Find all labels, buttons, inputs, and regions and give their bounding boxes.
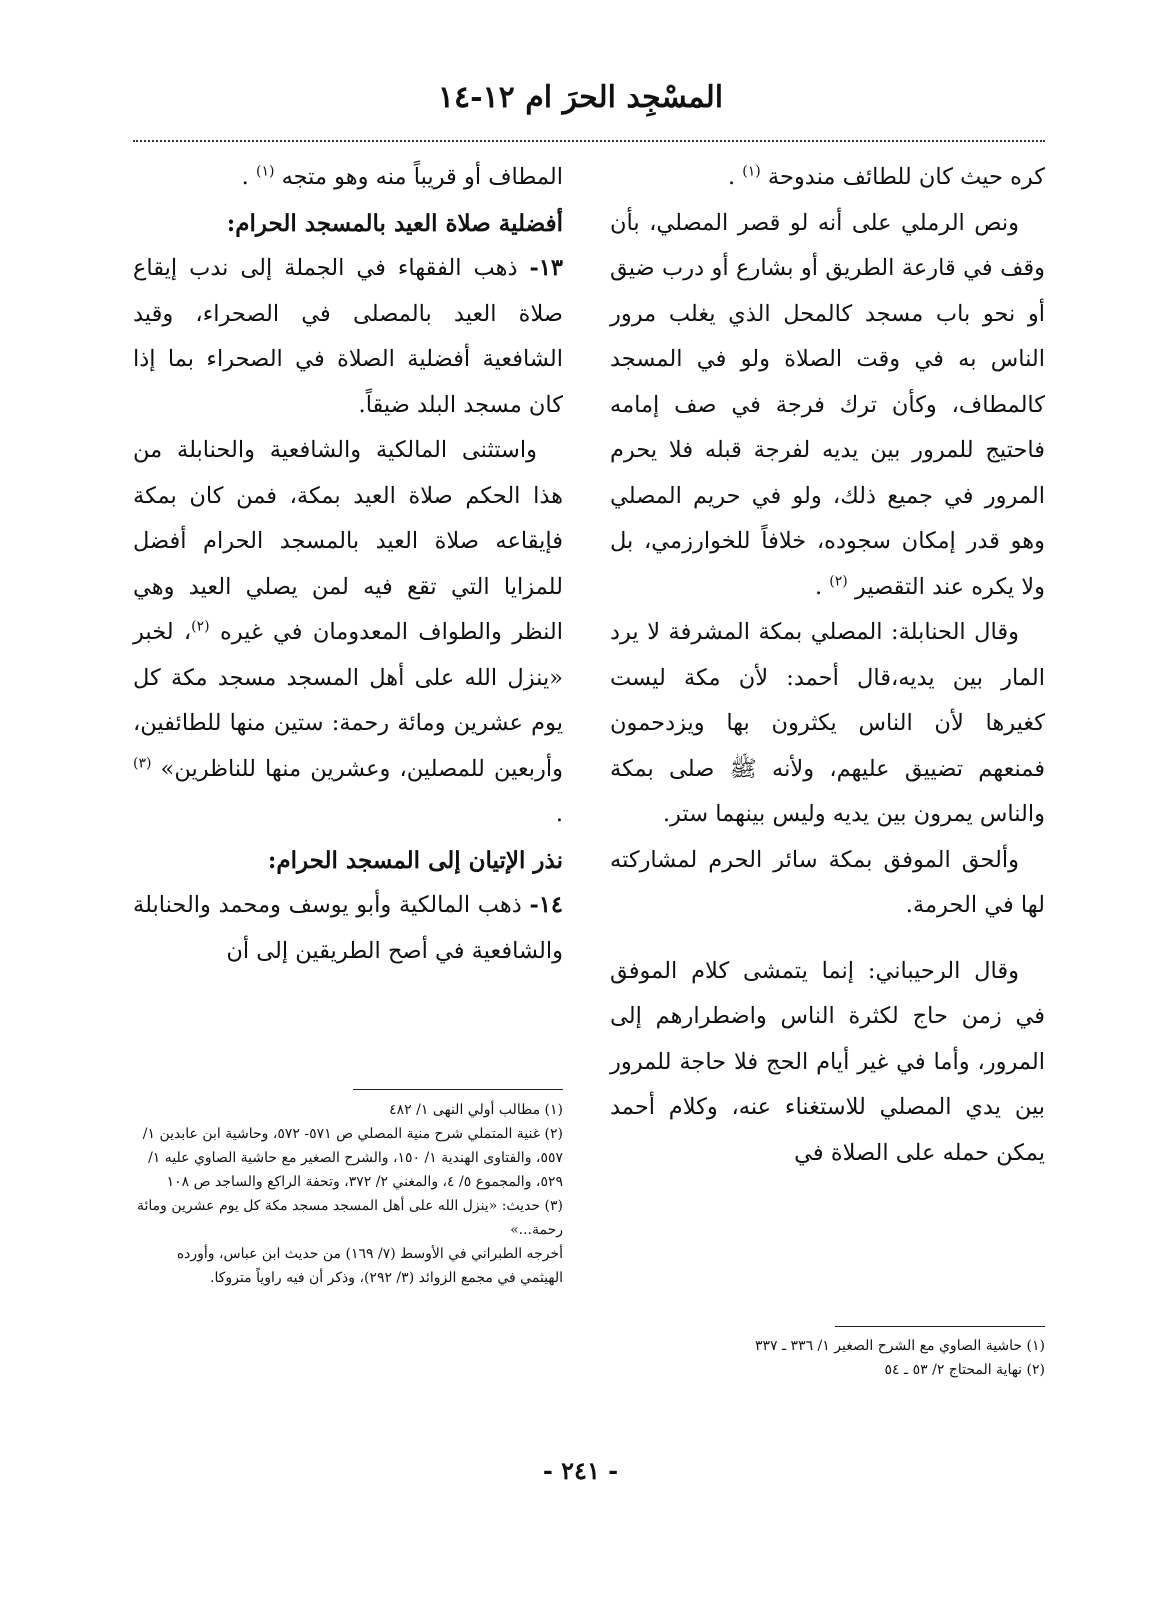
section-number: ١٤- bbox=[529, 892, 563, 918]
left-column bbox=[133, 155, 563, 974]
paragraph: المطاف أو قريباً منه وهو متجه $^{(١)}$ . bbox=[241, 163, 563, 190]
section-heading: أفضلية صلاة العيد بالمسجد الحرام: bbox=[226, 209, 563, 237]
paragraph: كره حيث كان للطائف مندوحة $^{(١)}$ . bbox=[727, 163, 1045, 190]
footnote: (١) حاشية الصاوي مع الشرح الصغير ١/ ٣٣٦ ـ ٣٣٧ bbox=[754, 1338, 1045, 1354]
paragraph: وقال الرحيباني: إنما يتمشى كلام الموفق في زمن حاج لكثرة الناس واضطرارهم إلى المرور، وأما في غير أيام الحج فلا حاجة للمرور بين يدي المصلي للاستغناء عنه، وكلام أحمد يمكن حمله على الصلاة في bbox=[610, 957, 1045, 1166]
section-heading: نذر الإتيان إلى المسجد الحرام: bbox=[267, 846, 563, 874]
spacer bbox=[610, 929, 1045, 949]
footnote-divider bbox=[835, 1326, 1045, 1327]
paragraph: ١٣- ذهب الفقهاء في الجملة إلى ندب إيقاع صلاة العيد بالمصلى في الصحراء، وقيد الشافعية أفضلية الصلاة في الصحراء بما إذا كان مسجد البلد ضيقاً. bbox=[133, 255, 563, 418]
footnote: أخرجه الطبراني في الأوسط (٧/ ١٦٩) من حديث ابن عباس، وأورده الهيثمي في مجمع الزوائد (٣/ ٢٩٢)، وذكر أن فيه راوياً متروكا. bbox=[176, 1246, 563, 1286]
right-column bbox=[610, 155, 1045, 1176]
paragraph: واستثنى المالكية والشافعية والحنابلة من هذا الحكم صلاة العيد بمكة، فمن كان بمكة فإيقاعه صلاة العيد بالمسجد الحرام أفضل للمزايا التي تقع فيه لمن يصلي العيد وهي النظر والطواف المعدومان في غيره $^{(٢)}$، لخبر «ينزل الله على أهل المسجد مسجد مكة كل يوم عشرين ومائة رحمة: ستين منها للطائفين، وأربعين للمصلين، وعشرين منها للناظرين» $^{(٣)}$ . bbox=[133, 437, 563, 827]
footnote: (٣) حديث: «ينزل الله على أهل المسجد مسجد مكة كل يوم عشرين ومائة رحمة...» bbox=[137, 1198, 563, 1238]
section-number: ١٣- bbox=[529, 255, 563, 281]
footnotes-left bbox=[130, 1098, 563, 1290]
header-divider bbox=[133, 140, 1045, 142]
footnote-ref[interactable]: (٣) bbox=[133, 755, 152, 771]
paragraph: ١٤- ذهب المالكية وأبو يوسف ومحمد والحنابلة والشافعية في أصح الطريقين إلى أن bbox=[133, 892, 563, 964]
footnote: (٢) غنية المتملي شرح منية المصلي ص ٥٧١- ٥٧٢، وحاشية ابن عابدين ١/ ٥٥٧، والفتاوى الهندية ١/ ١٥٠، والشرح الصغير مع حاشية الصاوي عليه ١/ ٥٢٩، والمجموع ٥/ ٤، والمغني ٢/ ٣٧٢، وتحفة الراكع والساجد ص ١٠٨ bbox=[142, 1126, 563, 1190]
page-number: - ٢٤١ - bbox=[542, 1456, 619, 1485]
paragraph: ونص الرملي على أنه لو قصر المصلي، بأن وقف في قارعة الطريق أو بشارع أو درب ضيق أو نحو باب مسجد كالمحل الذي يغلب مرور الناس به في وقت الصلاة ولو في المسجد كالمطاف، وكأن ترك فرجة في صف إمامه فاحتيج للمرور بين يديه لفرجة قبله فلا يحرم المرور في جميع ذلك، ولو في حريم المصلي وهو قدر إمكان سجوده، خلافاً للخوارزمي، بل ولا يكره عند التقصير $^{(٢)}$ . bbox=[610, 209, 1045, 600]
footnote-ref[interactable]: (١) bbox=[742, 163, 761, 180]
footnote: (١) مطالب أولي النهى ١/ ٤٨٢ bbox=[389, 1102, 563, 1118]
footnotes-right bbox=[610, 1334, 1045, 1382]
footnote: (٢) نهاية المحتاج ٢/ ٥٣ ـ ٥٤ bbox=[884, 1362, 1045, 1378]
footnote-divider bbox=[353, 1089, 563, 1090]
footnote-ref[interactable]: (١) bbox=[255, 163, 275, 180]
paragraph: وألحق الموفق بمكة سائر الحرم لمشاركته لها في الحرمة. bbox=[610, 846, 1045, 918]
paragraph: وقال الحنابلة: المصلي بمكة المشرفة لا يرد المار بين يديه،قال أحمد: لأن مكة ليست كغيرها لأن الناس يكثرون بها ويزدحمون فمنعهم تضييق عليهم، ولأنه ﷺ صلى بمكة والناس يمرون بين يديه وليس بينهما ستر. bbox=[610, 619, 1045, 827]
footnote-ref[interactable]: (٢) bbox=[829, 573, 848, 589]
page-title: المسْجِد الحرَ ام ١٢-١٤ bbox=[437, 80, 724, 115]
footnote-ref[interactable]: (٢) bbox=[191, 618, 210, 635]
